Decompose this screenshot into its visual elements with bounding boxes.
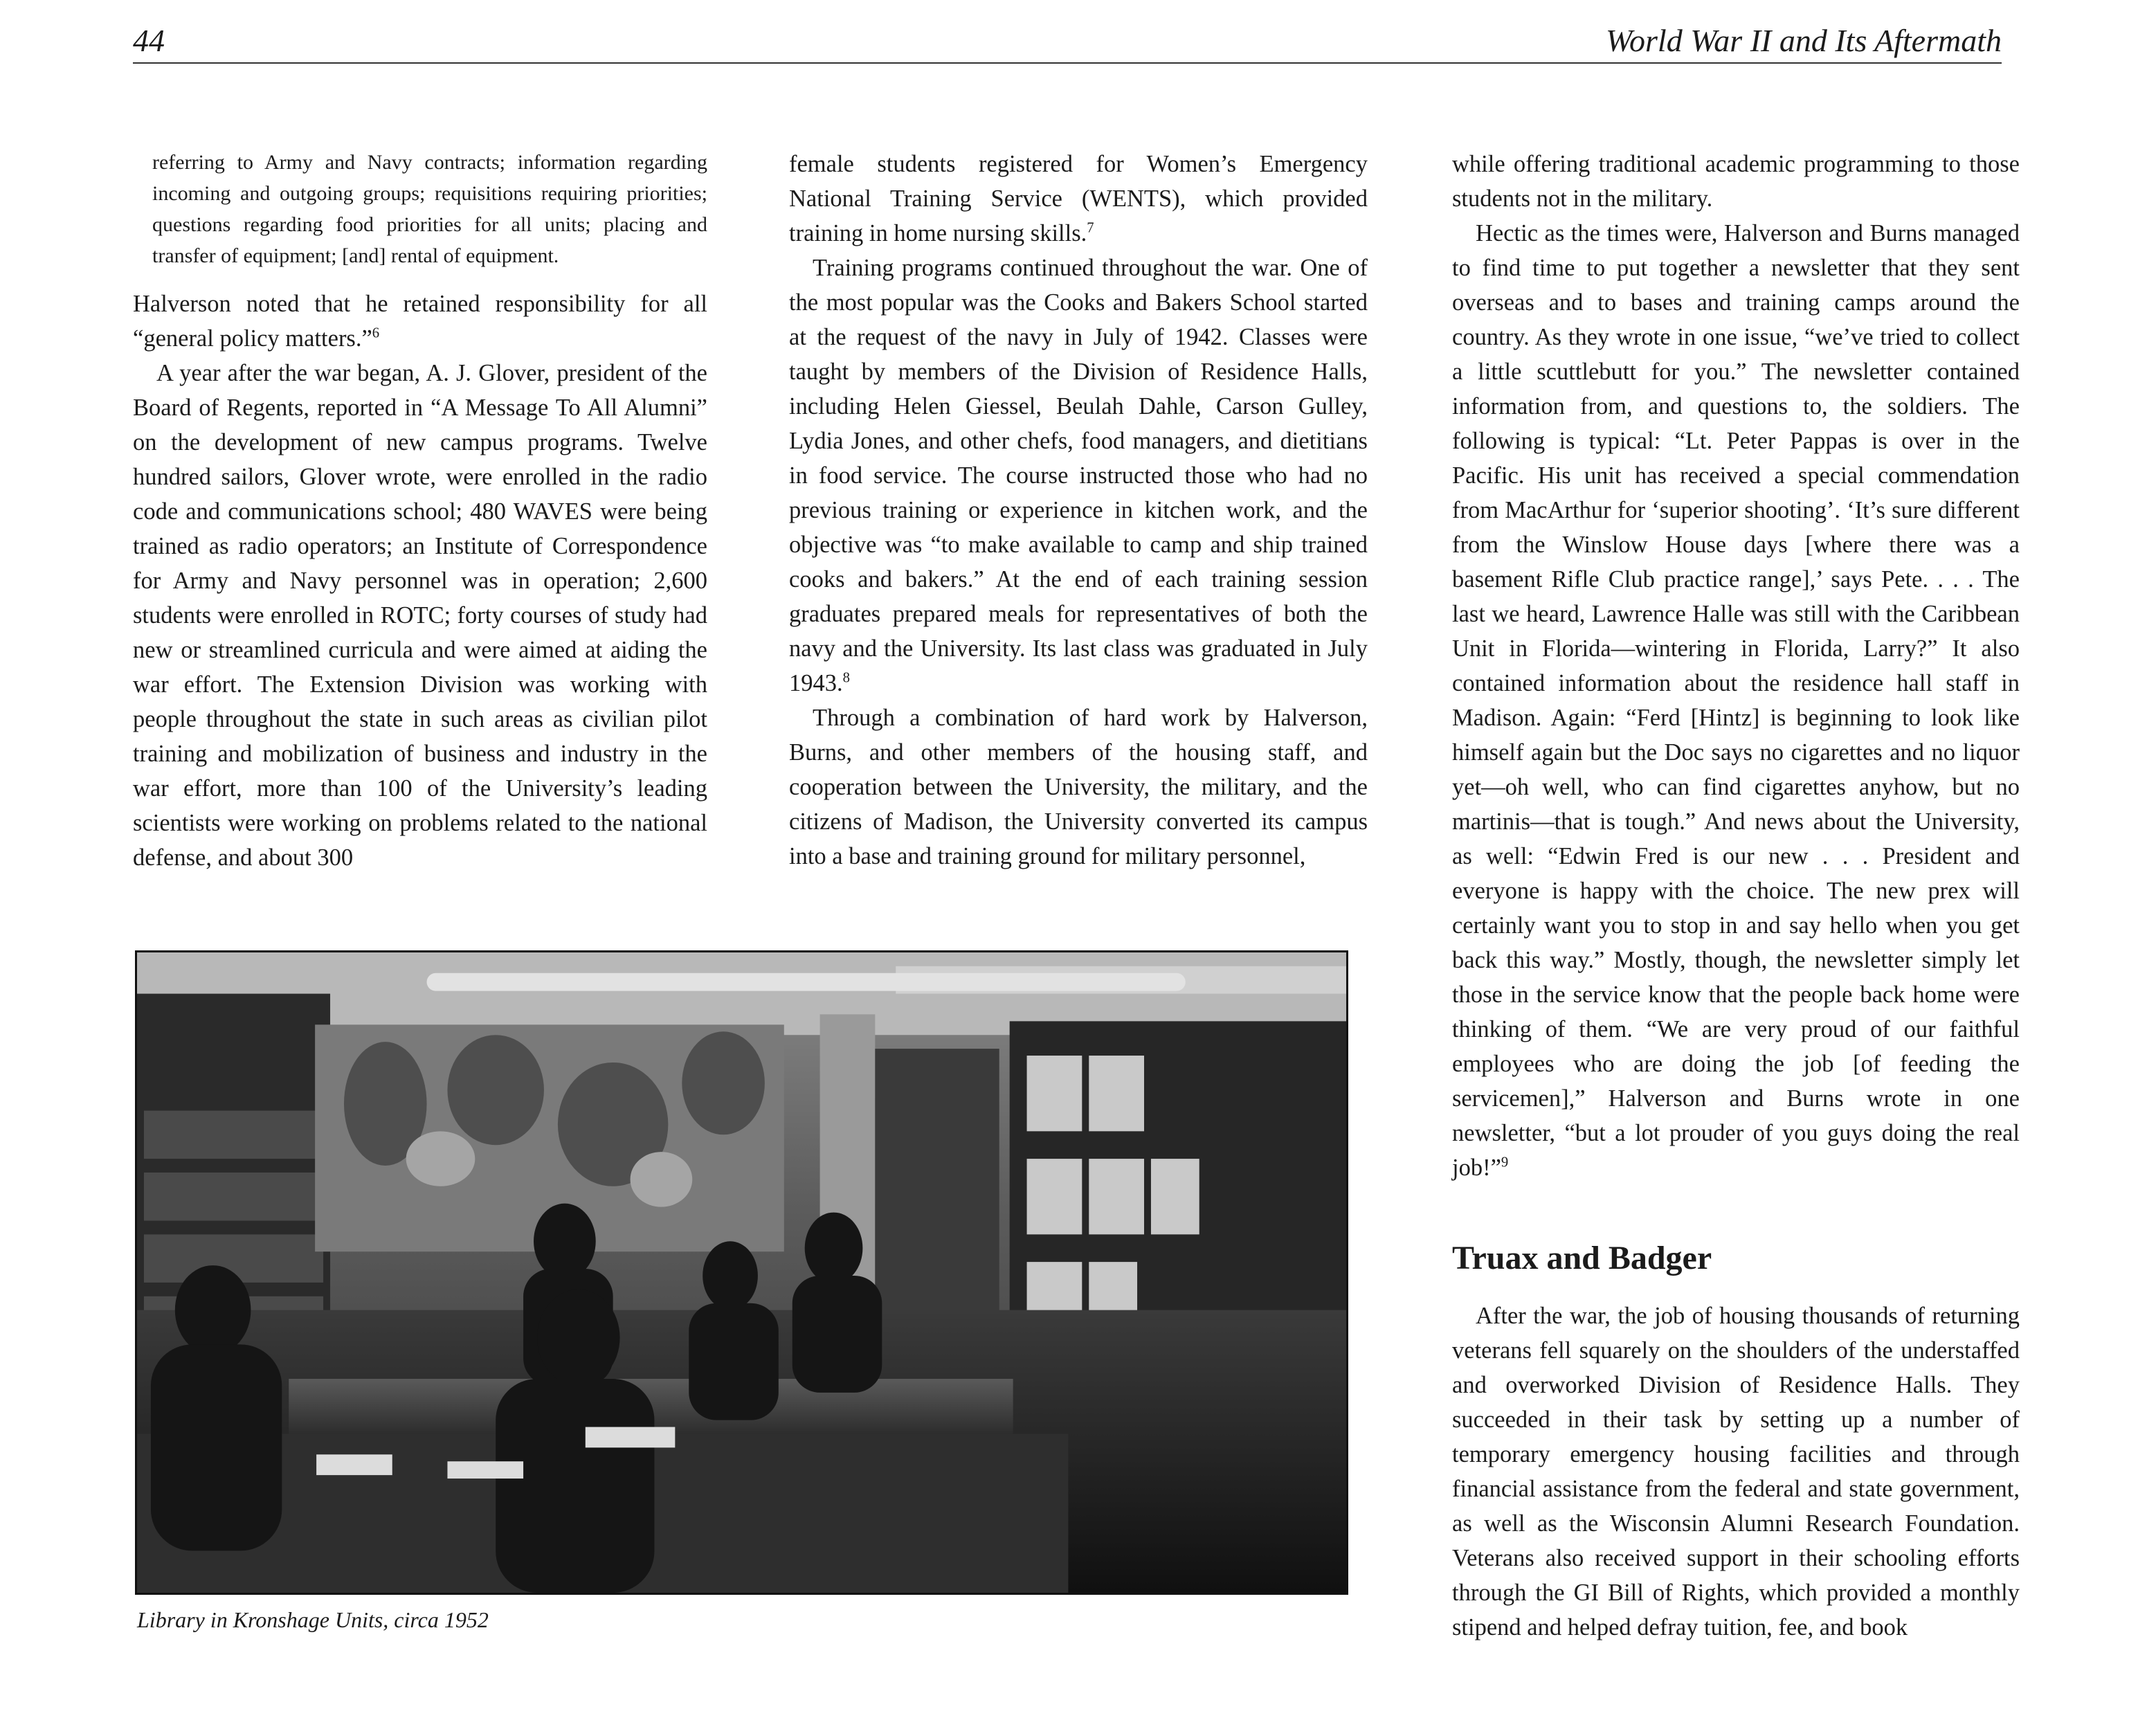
paragraph: A year after the war began, A. J. Glover, president of the Board of Regents, reported in “A Message To All Alumni” on the development of new campus programs. Twelve hundred sailors, Glover wrote, were enrolled in the radio code and communications school; 480 WAVES were being trained as radio operators; an Institute of Correspondence for Army and Navy personnel was in operation; 2,600 students were enrolled in ROTC; forty courses of study had new or streamlined curricula and were aimed at aiding the war effort. The Extension Division was working with people throughout the state in such areas as civilian pilot training and mobilization of business and industry in the war effort, more than 100 of the University’s leading scientists were working on problems related to the national defense, and about 300 <box>133 360 707 871</box>
photo-illustration <box>137 952 1346 1593</box>
paragraph: Hectic as the times were, Halverson and Burns managed to find time to put together a newsletter that they sent overseas and to bases and training camps around the country. As they wrote in one issue, “we’ve tried to collect a little scuttlebutt for you.” The newsletter contained information from, and questions to, the soldiers. The following is typical: “Lt. Peter Pappas is over in the Pacific. His unit has received a special commendation from MacArthur for ‘superior shooting’. ‘It’s sure different from the Winslow House days [where there was a basement Rifle Club practice range],’ says Pete. . . . The last we heard, Lawrence Halle was still with the Caribbean Unit in Florida—wintering in Florida, Larry?” It also contained information about the residence hall staff in Madison. Again: “Ferd [Hintz] is beginning to look like himself again but the Doc says no cigarettes and no liquor yet—oh well, who can find cigarettes anyhow, but no martinis—that is tough.” And news about the University, as well: “Edwin Fred is our new . . . President and everyone is happy with the choice. The new prex will certainly want you to stop in and say hello when you get back this way.” Mostly, though, the newsletter simply let those in the service know that the people back home were thinking of them. “We are very proud of our faithful employees who are doing the job [of feeding the servicemen],” Halverson and Burns wrote in one newsletter, “but a lot prouder of you guys doing the real job!”$^9$ <box>1452 220 2020 1181</box>
footnote-ref: 7 <box>1087 220 1094 236</box>
footnote-ref: 8 <box>842 670 850 686</box>
paragraph: After the war, the job of housing thousands of returning veterans fell squarely on the shoulders of the understaffed and overworked Division of Residence Halls. They succeeded in their task by setting up a number of temporary emergency housing facilities and through financial assistance from the federal and state government, as well as the Wisconsin Alumni Research Foundation. Veterans also received support in their schooling efforts through the GI Bill of Rights, which provided a monthly stipend and helped defray tuition, fee, and book <box>1452 1303 2020 1640</box>
paragraph: Halverson noted that he retained responsibility for all “general policy matters.”$^6$ <box>133 291 707 352</box>
column-middle <box>789 147 1368 874</box>
block-quote: referring to Army and Navy contracts; information regarding incoming and outgoing groups; requisitions requiring priorities; questions regarding food priorities for all units; placing and transfer of equipment; [and] rental of equipment. <box>152 151 707 267</box>
column-left <box>133 147 707 875</box>
section-heading: Truax and Badger <box>1452 1240 1712 1276</box>
footnote-ref: 6 <box>372 325 380 341</box>
footnote-ref: 9 <box>1501 1155 1509 1170</box>
paragraph: female students registered for Women’s Emergency National Training Service (WENTS), which provided training in home nursing skills.$^7$ <box>789 151 1368 246</box>
photo-caption: Library in Kronshage Units, circa 1952 <box>137 1607 489 1632</box>
paragraph: while offering traditional academic programming to those students not in the military. <box>1452 151 2020 212</box>
paragraph: Through a combination of hard work by Halverson, Burns, and other members of the housing staff, and cooperation between the University, the military, and the citizens of Madison, the University converted its campus into a base and training ground for military personnel, <box>789 705 1368 869</box>
library-photo <box>135 950 1348 1595</box>
running-head <box>133 12 2002 64</box>
page-number: 44 <box>133 23 165 58</box>
column-right <box>1452 147 2020 1645</box>
paragraph: Training programs continued throughout the war. One of the most popular was the Cooks and Bakers School started at the request of the navy in July of 1942. Classes were taught by members of the Division of Residence Halls, including Helen Giessel, Beulah Dahle, Carson Gulley, Lydia Jones, and other chefs, food managers, and dietitians in food service. The course instructed those who had no previous training or experience in kitchen work, and the objective was “to make available to camp and ship trained cooks and bakers.” At the end of each training session graduates prepared meals for representatives of both the navy and the University. Its last class was graduated in July 1943.$^8$ <box>789 255 1368 696</box>
chapter-title: World War II and Its Aftermath <box>1605 23 2002 58</box>
